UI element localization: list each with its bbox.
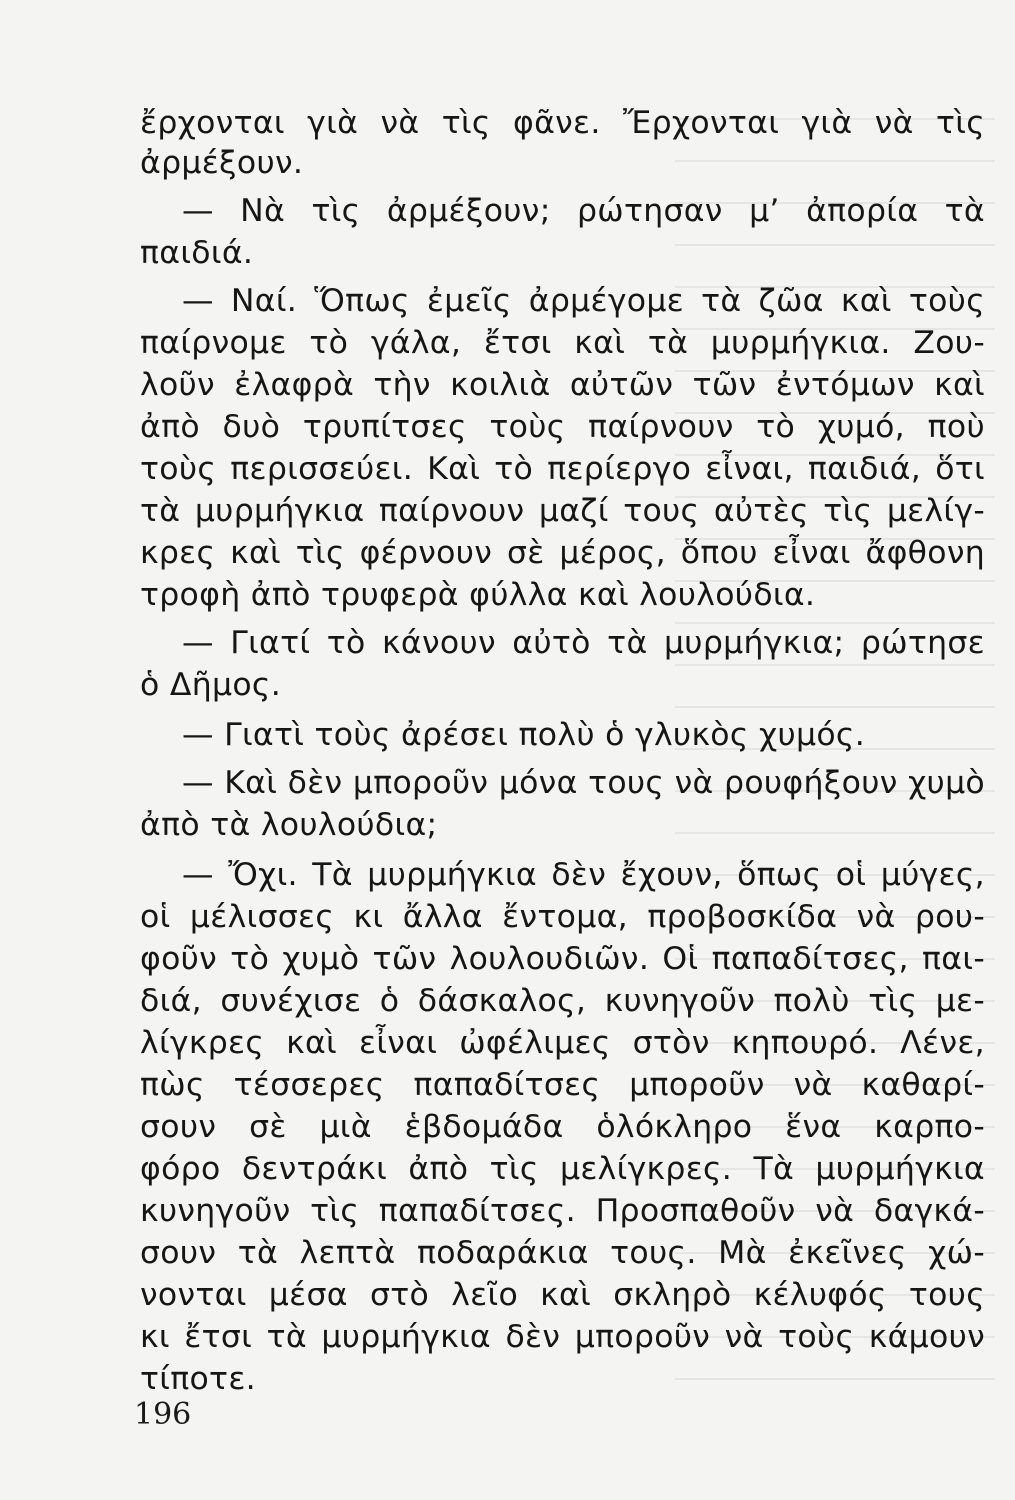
text-line: πὼς τέσσερες παπαδίτσες μποροῦν νὰ καθαρί- xyxy=(140,1067,985,1103)
text-line: νονται μέσα στὸ λεῖο καὶ σκληρὸ κέλυφός τους xyxy=(140,1277,985,1313)
text-line: σουν σὲ μιὰ ἑβδομάδα ὁλόκληρο ἕνα καρπο- xyxy=(140,1109,985,1145)
text-line: διά, συνέχισε ὁ δάσκαλος, κυνηγοῦν πολὺ τὶς με- xyxy=(140,983,985,1019)
text-line: τροφὴ ἀπὸ τρυφερὰ φύλλα καὶ λουλούδια. xyxy=(140,577,816,613)
text-line: φοῦν τὸ χυμὸ τῶν λουλουδιῶν. Οἱ παπαδίτσες, παι- xyxy=(140,941,985,977)
text-line: φόρο δεντράκι ἀπὸ τὶς μελίγκρες. Τὰ μυρμήγκια xyxy=(140,1151,985,1187)
text-line: παίρνομε τὸ γάλα, ἔτσι καὶ τὰ μυρμήγκια. Ζου- xyxy=(140,325,985,361)
text-line: κυνηγοῦν τὶς παπαδίτσες. Προσπαθοῦν νὰ δαγκά- xyxy=(140,1193,985,1229)
text-line: — Γιατί τὸ κάνουν αὐτὸ τὰ μυρμήγκια; ρώτησε xyxy=(182,625,985,661)
text-line: τίποτε. xyxy=(140,1361,256,1397)
text-line: παιδιά. xyxy=(140,235,254,271)
text-line: κι ἔτσι τὰ μυρμήγκια δὲν μποροῦν νὰ τοὺς κάμουν xyxy=(140,1319,985,1355)
text-line: — Ὄχι. Τὰ μυρμήγκια δὲν ἔχουν, ὅπως οἱ μύγες, xyxy=(182,857,985,893)
text-line: — Ναί. Ὅπως ἐμεῖς ἀρμέγομε τὰ ζῶα καὶ τοὺς xyxy=(182,283,985,319)
text-line: — Καὶ δὲν μποροῦν μόνα τους νὰ ρουφήξουν χυμὸ xyxy=(182,765,985,801)
text-line: λίγκρες καὶ εἶναι ὠφέλιμες στὸν κηπουρό. Λένε, xyxy=(140,1025,985,1061)
text-line: — Γιατὶ τοὺς ἀρέσει πολὺ ὁ γλυκὸς χυμός. xyxy=(182,717,866,753)
text-line: κρες καὶ τὶς φέρνουν σὲ μέρος, ὅπου εἶναι ἄφθονη xyxy=(140,535,985,571)
text-line: ἀρμέξουν. xyxy=(140,145,304,181)
text-line: ἔρχονται γιὰ νὰ τὶς φᾶνε. Ἔρχονται γιὰ νὰ τὶς xyxy=(140,105,985,141)
text-line: σουν τὰ λεπτὰ ποδαράκια τους. Μὰ ἐκεῖνες χώ- xyxy=(140,1235,985,1271)
text-line: τὰ μυρμήγκια παίρνουν μαζί τους αὐτὲς τὶς μελίγ- xyxy=(140,493,985,529)
text-line: τοὺς περισσεύει. Καὶ τὸ περίεργο εἶναι, παιδιά, ὅτι xyxy=(140,451,985,487)
page-number: 196 xyxy=(134,1397,192,1432)
text-line: ὁ Δῆμος. xyxy=(140,667,282,703)
text-line: — Νὰ τὶς ἀρμέξουν; ρώτησαν μ’ ἀπορία τὰ xyxy=(182,193,985,229)
text-line: ἀπὸ δυὸ τρυπίτσες τοὺς παίρνουν τὸ χυμό, ποὺ xyxy=(140,409,985,445)
text-line: λοῦν ἐλαφρὰ τὴν κοιλιὰ αὐτῶν τῶν ἐντόμων καὶ xyxy=(140,367,985,403)
text-line: ἀπὸ τὰ λουλούδια; xyxy=(140,807,438,843)
text-line: οἱ μέλισσες κι ἄλλα ἔντομα, προβοσκίδα νὰ ρου- xyxy=(140,899,985,935)
